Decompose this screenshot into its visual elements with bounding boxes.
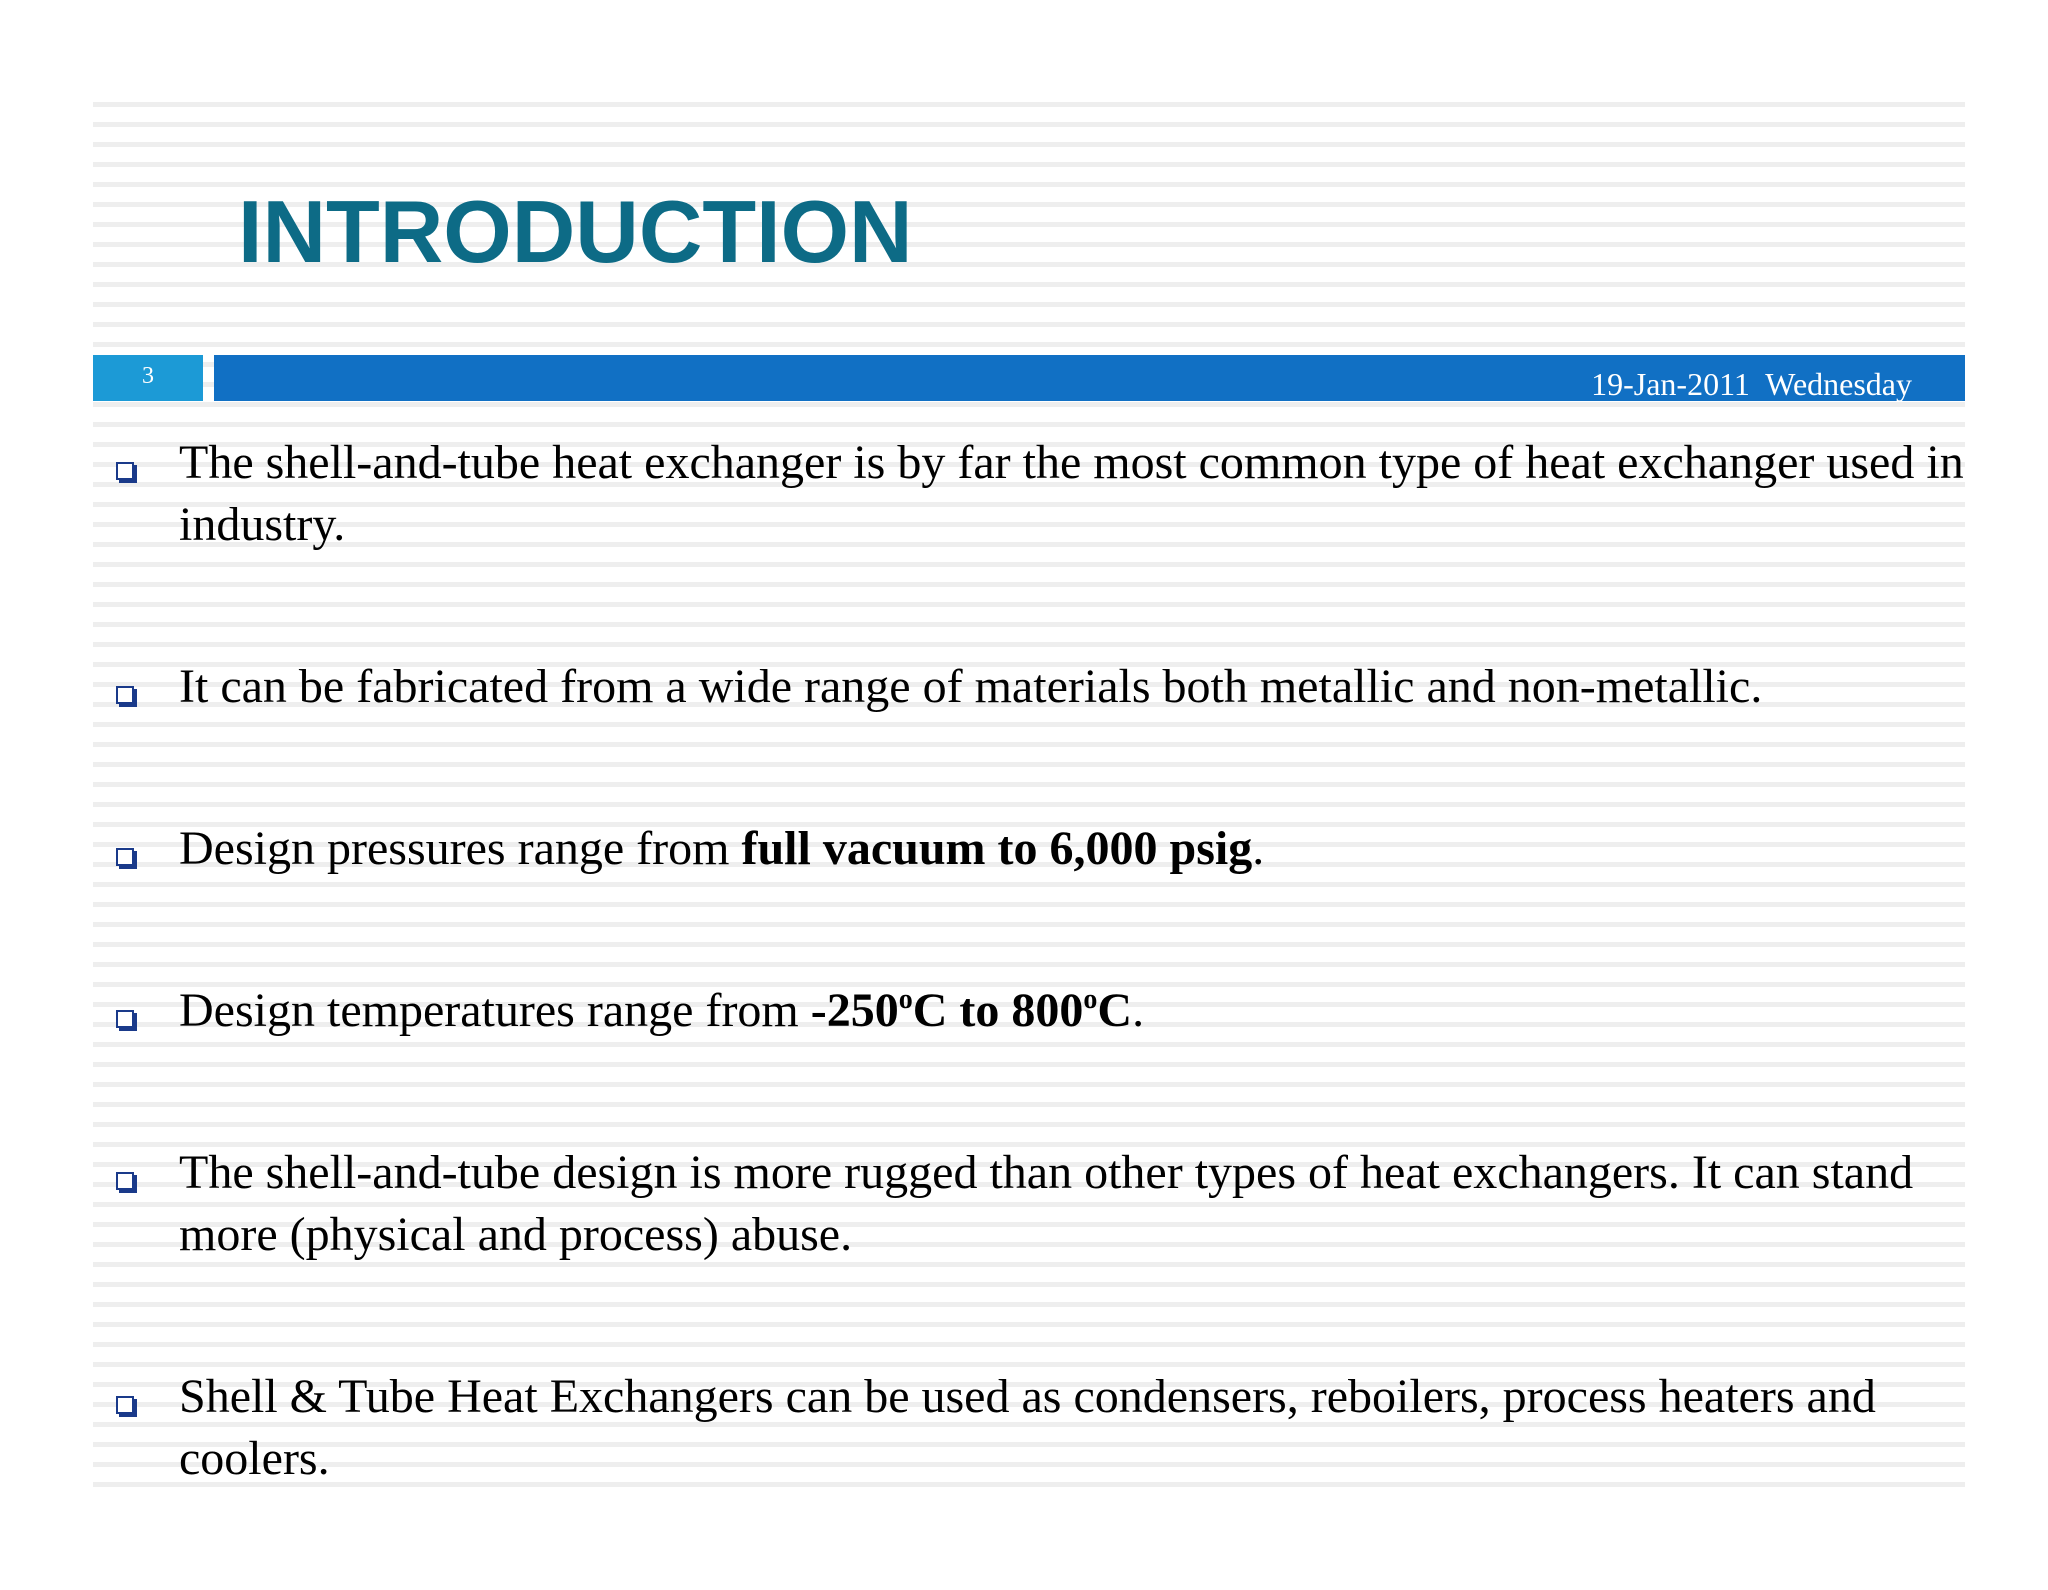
- bullet-text-bold: full vacuum to 6,000 psig: [741, 822, 1253, 875]
- temp-low-value: -250: [810, 984, 899, 1037]
- bullet-list: [108, 432, 1968, 1590]
- bullet-text-prefix: Design temperatures range from: [179, 984, 811, 1037]
- bullet-item: [108, 818, 1968, 980]
- temp-unit: C: [1097, 984, 1133, 1037]
- temp-range-mid: C to 800: [912, 984, 1084, 1037]
- bullet-text-suffix: .: [1132, 984, 1145, 1037]
- bullet-item: [108, 1366, 1968, 1590]
- square-bullet-icon: [116, 1172, 134, 1190]
- square-bullet-icon: [116, 848, 134, 866]
- bullet-item: [108, 656, 1968, 818]
- bullet-text: It can be fabricated from a wide range of materials both metallic and non-metallic.: [179, 660, 1763, 713]
- bullet-item: [108, 1142, 1968, 1366]
- slide-date: 19-Jan-2011 Wednesday: [1591, 366, 1912, 402]
- bullet-text: Shell & Tube Heat Exchangers can be used as condensers, reboilers, process heaters and coolers.: [179, 1370, 1876, 1485]
- bullet-text: The shell-and-tube heat exchanger is by far the most common type of heat exchanger used in industry.: [179, 436, 1964, 551]
- bullet-text: [179, 822, 1264, 875]
- square-bullet-icon: [116, 1396, 134, 1414]
- bullet-text-bold: [811, 984, 1132, 1037]
- bullet-text-prefix: Design pressures range from: [179, 822, 742, 875]
- page-number: 3: [93, 355, 203, 401]
- square-bullet-icon: [116, 1010, 134, 1028]
- slide-title: INTRODUCTION: [238, 182, 913, 281]
- square-bullet-icon: [116, 686, 134, 704]
- header-bar: [214, 355, 1965, 401]
- bullet-item: [108, 980, 1968, 1142]
- bullet-text-suffix: .: [1252, 822, 1265, 875]
- degree-symbol: o: [1083, 984, 1098, 1015]
- square-bullet-icon: [116, 462, 134, 480]
- bullet-text: [179, 984, 1144, 1037]
- bullet-item: [108, 432, 1968, 656]
- bullet-text: The shell-and-tube design is more rugged than other types of heat exchangers. It can stand more (physical and process) abuse.: [179, 1146, 1914, 1261]
- degree-symbol: o: [898, 984, 913, 1015]
